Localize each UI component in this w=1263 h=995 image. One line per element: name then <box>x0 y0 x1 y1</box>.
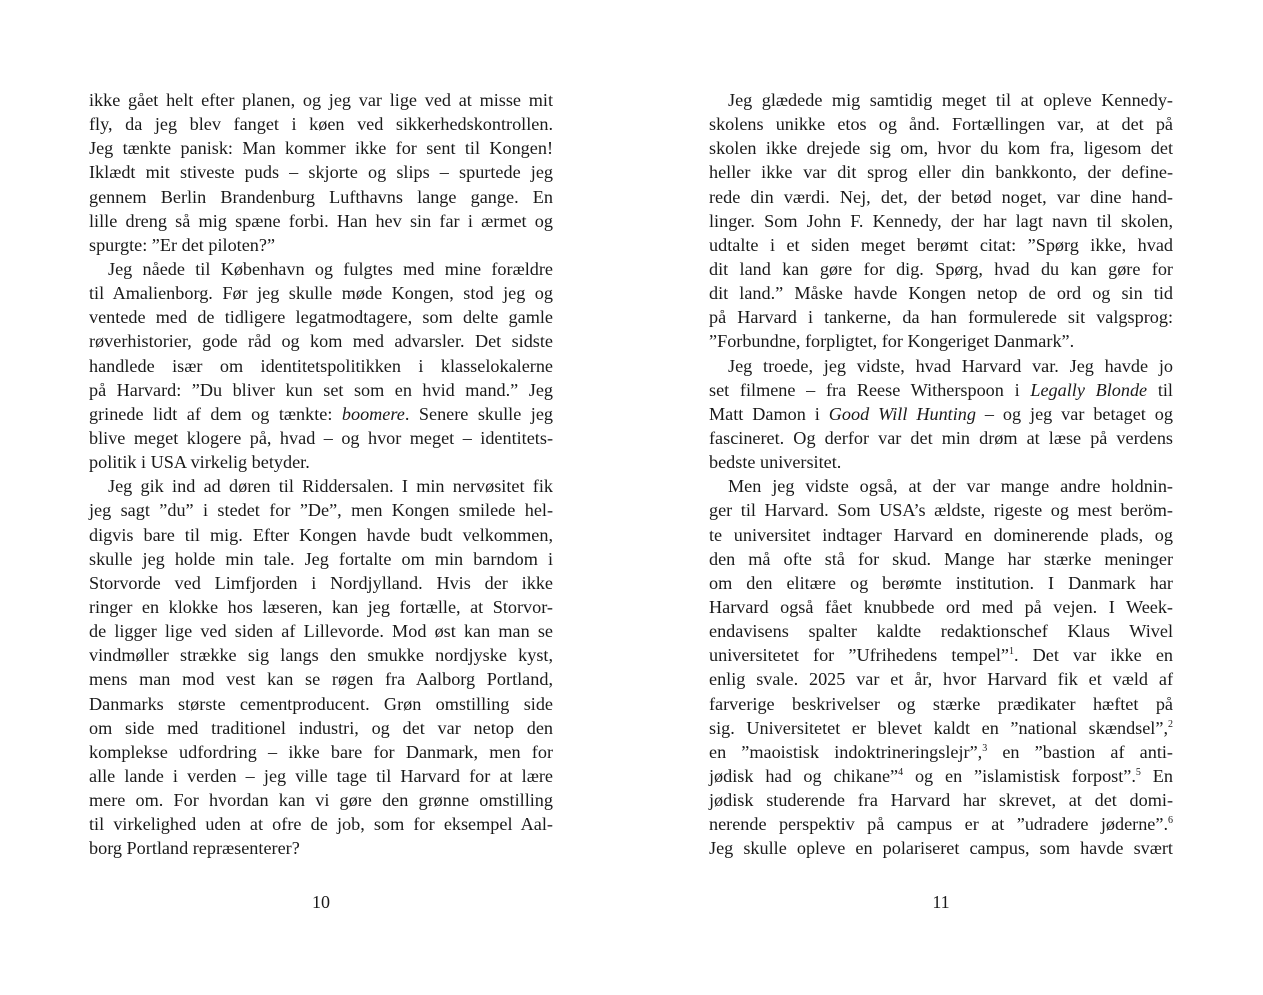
text-run: sig. Universitetet er blevet kaldt en ”national skændsel”, <box>709 717 1168 738</box>
text-line: Jeg nåede til København og fulgtes med mine forældre <box>108 258 553 279</box>
text-run: nerende perspektiv på campus er at ”udradere jøderne”. <box>709 814 1168 835</box>
text-line: skolens unikke etos og ånd. Fortællingen var, at det på <box>709 114 1173 135</box>
text-line: heller ikke var dit sprog eller din bankkonto, der define- <box>709 162 1173 183</box>
text-run: og en ”islamistisk forpost”. <box>903 765 1136 786</box>
text-line: borg Portland repræsenterer? <box>89 838 300 859</box>
film-title: Legally Blonde <box>1030 379 1148 400</box>
right-page-text <box>709 88 1173 861</box>
text-line: linger. Som John F. Kennedy, der har lagt navn til skolen, <box>709 210 1173 231</box>
text-line: alle lande i verden – jeg ville tage til Harvard for at lære <box>89 765 553 786</box>
text-line: vindmøller strække sig langs den smukke nordjyske kyst, <box>89 645 553 666</box>
text-line: fascineret. Og derfor var det min drøm at læse på verdens <box>709 427 1173 448</box>
page-number-left: 10 <box>312 892 330 912</box>
text-line: farverige beskrivelser og stærke prædikater hæftet på <box>709 693 1173 714</box>
text-line: ikke gået helt efter planen, og jeg var lige ved at misse mit <box>89 90 553 110</box>
text-line: ger til Harvard. Som USA’s ældste, rigeste og mest beröm- <box>709 500 1173 521</box>
italic-word: boomere <box>341 403 405 424</box>
text-run: grinede lidt af dem og tænkte: <box>89 403 342 424</box>
text-line: på Harvard: ”Du bliver kun set som en hvid mand.” Jeg <box>89 379 553 400</box>
text-line: skulle jeg holde min tale. Jeg fortalte om min barndom i <box>89 548 553 569</box>
text-line: te universitet indtager Harvard en dominerende plads, og <box>709 524 1173 545</box>
text-line: de ligger lige ved siden af Lillevorde. Mod øst kan man se <box>89 621 553 642</box>
text-run: – og jeg var betaget og <box>975 403 1173 424</box>
film-title: Good Will Hunting <box>828 403 976 424</box>
text-line: jeg sagt ”du” i stedet for ”De”, men Kongen smilede hel- <box>89 500 553 521</box>
text-line: Harvard også fået knubbede ord med på vejen. I Week- <box>709 596 1173 617</box>
text-line: blive meget klogere på, hvad – og hvor meget – identitets- <box>89 427 553 448</box>
text-line: jødisk studerende fra Harvard har skrevet, at det domi- <box>709 790 1173 811</box>
text-run: en ”maoistisk indoktrineringslejr”, <box>709 741 983 762</box>
text-line: Jeg troede, jeg vidste, hvad Harvard var. Jeg havde jo <box>728 355 1173 376</box>
text-line <box>709 740 1173 764</box>
text-line: endavisens spalter kaldte redaktionschef Klaus Wivel <box>709 621 1173 642</box>
text-line <box>709 812 1173 836</box>
text-line: komplekse udfordring – ikke bare for Danmark, men for <box>89 741 553 762</box>
footnote-marker: 5 <box>1135 766 1141 778</box>
text-line: mens man mod vest kan se røgen fra Aalborg Portland, <box>89 669 553 690</box>
text-run: jødisk had og chikane” <box>709 765 899 786</box>
text-run: . Senere skulle jeg <box>404 403 553 424</box>
text-line: handlede især om identitetspolitikken i klasselokalerne <box>89 355 553 376</box>
text-line: dit land kan gøre for dig. Spørg, hvad du kan gøre for <box>709 258 1173 279</box>
text-run: set filmene – fra Reese Witherspoon i <box>709 379 1031 400</box>
text-line <box>89 402 553 426</box>
text-line <box>709 643 1173 667</box>
text-line: rede din værdi. Nej, det, der betød noget, var dine hand- <box>709 186 1173 207</box>
page-number-right: 11 <box>932 892 950 912</box>
text-line: ringer en klokke hos læseren, kan jeg fortælle, at Storvor- <box>89 596 553 617</box>
text-run: til <box>1147 379 1173 400</box>
text-line: enlig svale. 2025 var et år, hvor Harvard fik et væld af <box>709 669 1173 690</box>
text-run: Matt Damon i <box>709 403 829 424</box>
text-line <box>709 716 1173 740</box>
text-line <box>709 402 1173 426</box>
text-line: Danmarks største cementproducent. Grøn omstilling side <box>89 693 553 714</box>
text-line: bedste universitet. <box>709 452 842 473</box>
text-line: røverhistorier, gode råd og kom med advarsler. Det sidste <box>89 331 553 352</box>
text-line: Jeg gik ind ad døren til Riddersalen. I min nervøsitet fik <box>108 476 553 497</box>
text-line: Jeg skulle opleve en polariseret campus, som havde svært <box>709 838 1173 859</box>
text-line: fly, da jeg blev fanget i køen ved sikkerhedskontrollen. <box>89 114 553 135</box>
text-line: Iklædt mit stiveste puds – skjorte og slips – spurtede jeg <box>89 162 553 183</box>
text-run: universitetet for ”Ufrihedens tempel” <box>709 645 1009 666</box>
text-line: politik i USA virkelig betyder. <box>89 452 310 473</box>
footnote-marker: 2 <box>1168 718 1173 730</box>
text-line: dit land.” Måske havde Kongen netop de ord og sin tid <box>709 283 1173 304</box>
text-line: digvis bare til mig. Efter Kongen havde budt velkommen, <box>89 524 553 545</box>
text-line: skolen ikke drejede sig om, hvor du kom fra, ligesom det <box>709 138 1173 159</box>
text-line: udtalte i et siden meget berømt citat: ”Spørg ikke, hvad <box>709 234 1173 255</box>
text-run: . Det var ikke en <box>1013 645 1173 666</box>
text-line <box>709 764 1173 788</box>
text-line: på Harvard i tankerne, da han formulerede sit valgsprog: <box>709 307 1173 328</box>
text-line: Jeg glædede mig samtidig meget til at opleve Kennedy- <box>728 90 1173 110</box>
footnote-marker: 1 <box>1008 646 1014 658</box>
text-line: ventede med de tidligere legatmodtagere, som delte gamle <box>89 307 553 328</box>
text-line: om den elitære og berømte institution. I Danmark har <box>709 572 1173 593</box>
footnote-marker: 4 <box>898 766 904 778</box>
text-line: til virkelighed uden at ofre de job, som for eksempel Aal- <box>89 814 553 835</box>
text-line: til Amalienborg. Før jeg skulle møde Kongen, stod jeg og <box>89 283 553 304</box>
text-line: lille dreng så mig spæne forbi. Han hev sin far i ærmet og <box>89 210 553 231</box>
footnote-marker: 6 <box>1168 815 1173 827</box>
text-line: gennem Berlin Brandenburg Lufthavns lange gange. En <box>89 186 553 207</box>
text-run: En <box>1140 765 1173 786</box>
text-line: Men jeg vidste også, at der var mange andre holdnin- <box>728 476 1173 497</box>
text-line: spurgte: ”Er det piloten?” <box>89 234 276 255</box>
text-line: ”Forbundne, forpligtet, for Kongeriget Danmark”. <box>709 331 1075 352</box>
footnote-marker: 3 <box>982 742 988 754</box>
text-line: om side med traditionel industri, og det var netop den <box>89 717 553 738</box>
left-page-text <box>89 88 553 861</box>
text-line: Jeg tænkte panisk: Man kommer ikke for sent til Kongen! <box>89 138 553 159</box>
text-line: Storvorde ved Limfjorden i Nordjylland. Hvis der ikke <box>89 572 553 593</box>
text-line <box>709 378 1173 402</box>
text-line: den må ofte stå for skud. Mange har stærke meninger <box>709 548 1173 569</box>
text-run: en ”bastion af anti- <box>987 741 1173 762</box>
text-line: mere om. For hvordan kan vi gøre den grønne omstilling <box>89 790 553 811</box>
